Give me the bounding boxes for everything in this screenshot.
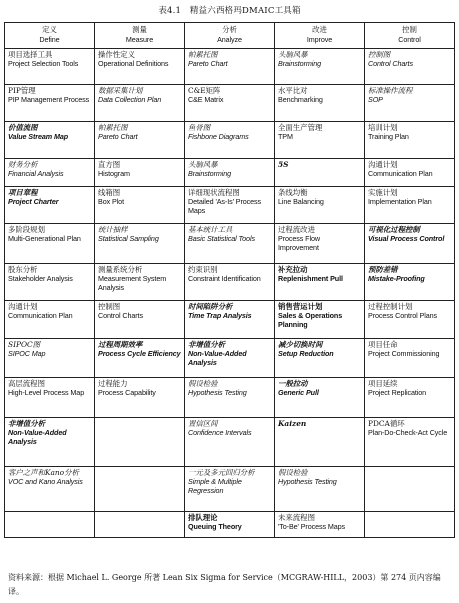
tool-name-cn: 培训计划 (368, 123, 398, 132)
tool-name-en: Process Flow Improvement (278, 234, 320, 252)
tool-name-cn: 非增值分析 (188, 340, 225, 349)
table-row (5, 159, 455, 187)
tool-name-cn: 5S (278, 160, 289, 169)
tool-cell (365, 49, 455, 85)
header-en: Analyze (217, 34, 242, 44)
tool-name-cn: 财务分析 (8, 160, 38, 169)
tool-cell (95, 512, 185, 538)
tool-name-en: Brainstorming (188, 169, 232, 178)
tool-name-cn: 预防差错 (368, 265, 398, 274)
tool-cell (185, 187, 275, 224)
tool-name-cn: 假设检验 (188, 379, 218, 388)
tool-cell (95, 301, 185, 339)
tool-cell (5, 49, 95, 85)
tool-name-cn: 销售营运计划 (278, 302, 323, 311)
tool-cell (95, 122, 185, 159)
tool-cell (275, 85, 365, 122)
tool-cell (5, 187, 95, 224)
tool-cell (275, 512, 365, 538)
tool-name-cn: 头脑风暴 (278, 50, 308, 59)
tool-cell (5, 301, 95, 339)
tool-cell (185, 339, 275, 378)
header-cn: 测量 (132, 25, 147, 34)
tool-name-cn: Kaizen (278, 419, 307, 428)
tool-name-en: 'To-Be' Process Maps (278, 522, 346, 531)
tool-name-cn: 一般拉动 (278, 379, 308, 388)
tool-name-cn: 沟通计划 (368, 160, 398, 169)
table-row (5, 85, 455, 122)
table-row (5, 122, 455, 159)
tool-name-cn: SIPOC图 (8, 340, 41, 349)
tool-name-en: Non-Value-Added Analysis (8, 428, 67, 446)
tool-cell (5, 467, 95, 512)
tool-name-en: Replenishment Pull (278, 274, 343, 283)
tool-cell (5, 512, 95, 538)
tool-name-en: Project Charter (8, 197, 59, 206)
tool-name-en: Measurement System Analysis (98, 274, 167, 292)
tool-name-en: SIPOC Map (8, 349, 46, 358)
tool-name-en: Financial Analysis (8, 169, 64, 178)
tool-name-cn: 标准操作流程 (368, 86, 413, 95)
tool-name-en: Pareto Chart (188, 59, 228, 68)
tool-name-en: Training Plan (368, 132, 409, 141)
tool-name-cn: 排队理论 (188, 513, 218, 522)
tool-name-en: Project Replication (368, 388, 427, 397)
tool-name-en: Non-Value-Added Analysis (188, 349, 247, 367)
tool-name-cn: 未来流程图 (278, 513, 315, 522)
tool-cell (365, 418, 455, 467)
header-en: Improve (306, 34, 333, 44)
tool-cell (95, 467, 185, 512)
tool-name-cn: 沟通计划 (8, 302, 38, 311)
tool-name-cn: 可视化过程控制 (368, 225, 420, 234)
table-caption: 表4.1 精益六西格玛DMAIC工具箱 (158, 6, 301, 16)
tool-cell (365, 85, 455, 122)
tool-name-cn: 价值流图 (8, 123, 38, 132)
tool-name-en: Project Commissioning (368, 349, 440, 358)
tool-name-cn: PIP管理 (8, 86, 36, 95)
tool-cell (275, 418, 365, 467)
tool-cell (185, 49, 275, 85)
tool-cell (185, 467, 275, 512)
tool-name-cn: 详细现状流程图 (188, 188, 240, 197)
tool-name-en: VOC and Kano Analysis (8, 477, 83, 486)
tool-cell (365, 378, 455, 418)
tool-cell (5, 339, 95, 378)
source-note: 资料来源：根据 Michael L. George 所著 Lean Six Sigma for Service（MCGRAW-HILL，2003）第 274 页内容编译。 (8, 573, 441, 596)
tool-name-en: Process Control Plans (368, 311, 438, 320)
tool-name-cn: 操作性定义 (98, 50, 135, 59)
tool-cell (5, 418, 95, 467)
tool-cell (95, 187, 185, 224)
tool-cell (185, 85, 275, 122)
tool-name-cn: C&E矩阵 (188, 86, 221, 95)
tool-cell (365, 187, 455, 224)
tool-name-cn: 补充拉动 (278, 265, 308, 274)
tool-name-cn: 数据采集计划 (98, 86, 143, 95)
tool-name-cn: 假设检验 (278, 468, 308, 477)
table-row (5, 418, 455, 467)
tool-name-cn: 统计抽样 (98, 225, 128, 234)
tool-name-en: Process Capability (98, 388, 156, 397)
tool-cell (185, 512, 275, 538)
header-measure (95, 23, 185, 49)
tool-name-cn: 控制图 (98, 302, 121, 311)
tool-cell (365, 224, 455, 264)
table-row (5, 301, 455, 339)
tool-name-en: Stakeholder Analysis (8, 274, 73, 283)
tool-cell (365, 159, 455, 187)
tool-name-en: Hypothesis Testing (278, 477, 337, 486)
tool-name-en: Hypothesis Testing (188, 388, 247, 397)
tool-cell (275, 122, 365, 159)
tool-name-en: Pareto Chart (98, 132, 138, 141)
tool-cell (95, 49, 185, 85)
tool-name-en: Operational Definitions (98, 59, 169, 68)
tool-name-en: Simple & Multiple Regression (188, 477, 242, 495)
tool-name-en: Multi-Generational Plan (8, 234, 81, 243)
tool-cell (365, 122, 455, 159)
tool-name-en: Basic Statistical Tools (188, 234, 255, 243)
tool-name-en: TPM (278, 132, 293, 141)
table-row (5, 378, 455, 418)
tool-cell (185, 418, 275, 467)
tool-name-cn: 过程能力 (98, 379, 128, 388)
tool-name-cn: 项目选择工具 (8, 50, 53, 59)
tool-cell (5, 378, 95, 418)
tool-cell (275, 467, 365, 512)
table-header-row (5, 23, 455, 49)
tool-name-en: PIP Management Process (8, 95, 90, 104)
table-row (5, 224, 455, 264)
tool-name-en: C&E Matrix (188, 95, 224, 104)
header-en: Control (398, 34, 421, 44)
tool-name-en: Brainstorming (278, 59, 322, 68)
tool-name-en: Queuing Theory (188, 522, 242, 531)
tool-name-en: Communication Plan (368, 169, 433, 178)
tool-cell (95, 224, 185, 264)
tool-cell (95, 85, 185, 122)
header-cn: 定义 (42, 25, 57, 34)
tool-name-cn: 客户之声和Kano分析 (8, 468, 79, 477)
tool-name-cn: 头脑风暴 (188, 160, 218, 169)
tool-cell (275, 159, 365, 187)
table-row (5, 467, 455, 512)
tool-name-cn: 过程流改进 (278, 225, 315, 234)
tool-cell (275, 224, 365, 264)
tool-name-cn: 实施计划 (368, 188, 398, 197)
tool-cell (95, 264, 185, 301)
tool-name-cn: 一元及多元回归分析 (188, 468, 255, 477)
table-row (5, 512, 455, 538)
tool-cell (275, 378, 365, 418)
table-row (5, 339, 455, 378)
tool-name-en: Histogram (98, 169, 130, 178)
tool-name-en: Implementation Plan (368, 197, 432, 206)
tool-name-cn: 时间陷阱分析 (188, 302, 233, 311)
tool-cell (185, 264, 275, 301)
tool-cell (365, 512, 455, 538)
tool-name-en: Sales & Operations Planning (278, 311, 343, 329)
header-cn: 分析 (222, 25, 237, 34)
dmaic-toolbox-table (4, 22, 455, 538)
header-define (5, 23, 95, 49)
table-row (5, 264, 455, 301)
tool-name-en: Project Selection Tools (8, 59, 79, 68)
tool-name-en: Time Trap Analysis (188, 311, 252, 320)
tool-name-cn: 过程控制计划 (368, 302, 413, 311)
header-en: Measure (125, 34, 154, 44)
table-body (5, 49, 455, 538)
tool-cell (95, 159, 185, 187)
tool-name-en: Setup Reduction (278, 349, 334, 358)
table-row (5, 187, 455, 224)
tool-name-cn: 股东分析 (8, 265, 38, 274)
tool-cell (95, 418, 185, 467)
tool-name-en: Visual Process Control (368, 234, 445, 243)
tool-name-en: Constraint Identification (188, 274, 261, 283)
tool-cell (275, 264, 365, 301)
tool-name-cn: 帕累托图 (188, 50, 218, 59)
tool-name-cn: 控制图 (368, 50, 391, 59)
tool-name-en: Box Plot (98, 197, 124, 206)
tool-name-en: Detailed 'As-Is' Process Maps (188, 197, 262, 215)
tool-name-cn: PDCA循环 (368, 419, 405, 428)
header-control (365, 23, 455, 49)
tool-name-cn: 测量系统分析 (98, 265, 143, 274)
tool-name-cn: 线箱图 (98, 188, 121, 197)
tool-name-cn: 过程周期效率 (98, 340, 143, 349)
tool-cell (275, 187, 365, 224)
tool-cell (365, 467, 455, 512)
tool-name-cn: 项目延续 (368, 379, 398, 388)
tool-name-en: Generic Pull (278, 388, 319, 397)
tool-name-cn: 高层流程图 (8, 379, 45, 388)
tool-name-cn: 基本统计工具 (188, 225, 233, 234)
tool-cell (185, 122, 275, 159)
tool-cell (5, 159, 95, 187)
tool-cell (275, 49, 365, 85)
tool-name-en: SOP (368, 95, 383, 104)
tool-cell (5, 122, 95, 159)
tool-name-en: High-Level Process Map (8, 388, 85, 397)
tool-cell (275, 301, 365, 339)
tool-name-cn: 置信区间 (188, 419, 218, 428)
tool-name-en: Fishbone Diagrams (188, 132, 249, 141)
tool-name-cn: 条线均衡 (278, 188, 308, 197)
tool-name-cn: 多阶段规划 (8, 225, 45, 234)
tool-name-cn: 约束识别 (188, 265, 218, 274)
tool-name-cn: 帕累托图 (98, 123, 128, 132)
tool-cell (365, 339, 455, 378)
tool-name-en: Line Balancing (278, 197, 324, 206)
tool-name-cn: 项目任命 (368, 340, 398, 349)
tool-name-en: Statistical Sampling (98, 234, 159, 243)
header-improve (275, 23, 365, 49)
tool-cell (365, 301, 455, 339)
tool-name-cn: 全面生产管理 (278, 123, 323, 132)
header-cn: 改进 (312, 25, 327, 34)
tool-cell (185, 224, 275, 264)
tool-name-cn: 直方图 (98, 160, 121, 169)
tool-cell (365, 264, 455, 301)
tool-cell (95, 378, 185, 418)
tool-cell (5, 224, 95, 264)
tool-name-en: Benchmarking (278, 95, 323, 104)
tool-cell (185, 159, 275, 187)
tool-name-en: Mistake-Proofing (368, 274, 425, 283)
tool-cell (185, 378, 275, 418)
tool-cell (95, 339, 185, 378)
tool-name-en: Value Stream Map (8, 132, 69, 141)
tool-name-en: Communication Plan (8, 311, 73, 320)
tool-cell (275, 339, 365, 378)
tool-name-cn: 鱼骨图 (188, 123, 211, 132)
header-en: Define (39, 34, 60, 44)
tool-name-en: Control Charts (98, 311, 143, 320)
tool-cell (185, 301, 275, 339)
header-cn: 控制 (402, 25, 417, 34)
table-row (5, 49, 455, 85)
tool-name-en: Plan-Do-Check-Act Cycle (368, 428, 448, 437)
tool-name-en: Confidence Intervals (188, 428, 252, 437)
tool-cell (5, 85, 95, 122)
tool-cell (5, 264, 95, 301)
tool-name-cn: 减少切换时间 (278, 340, 323, 349)
tool-name-cn: 项目章程 (8, 188, 38, 197)
tool-name-en: Process Cycle Efficiency (98, 349, 181, 358)
header-analyze (185, 23, 275, 49)
tool-name-cn: 水平比对 (278, 86, 308, 95)
tool-name-en: Data Collection Plan (98, 95, 162, 104)
tool-name-en: Control Charts (368, 59, 413, 68)
tool-name-cn: 非增值分析 (8, 419, 45, 428)
